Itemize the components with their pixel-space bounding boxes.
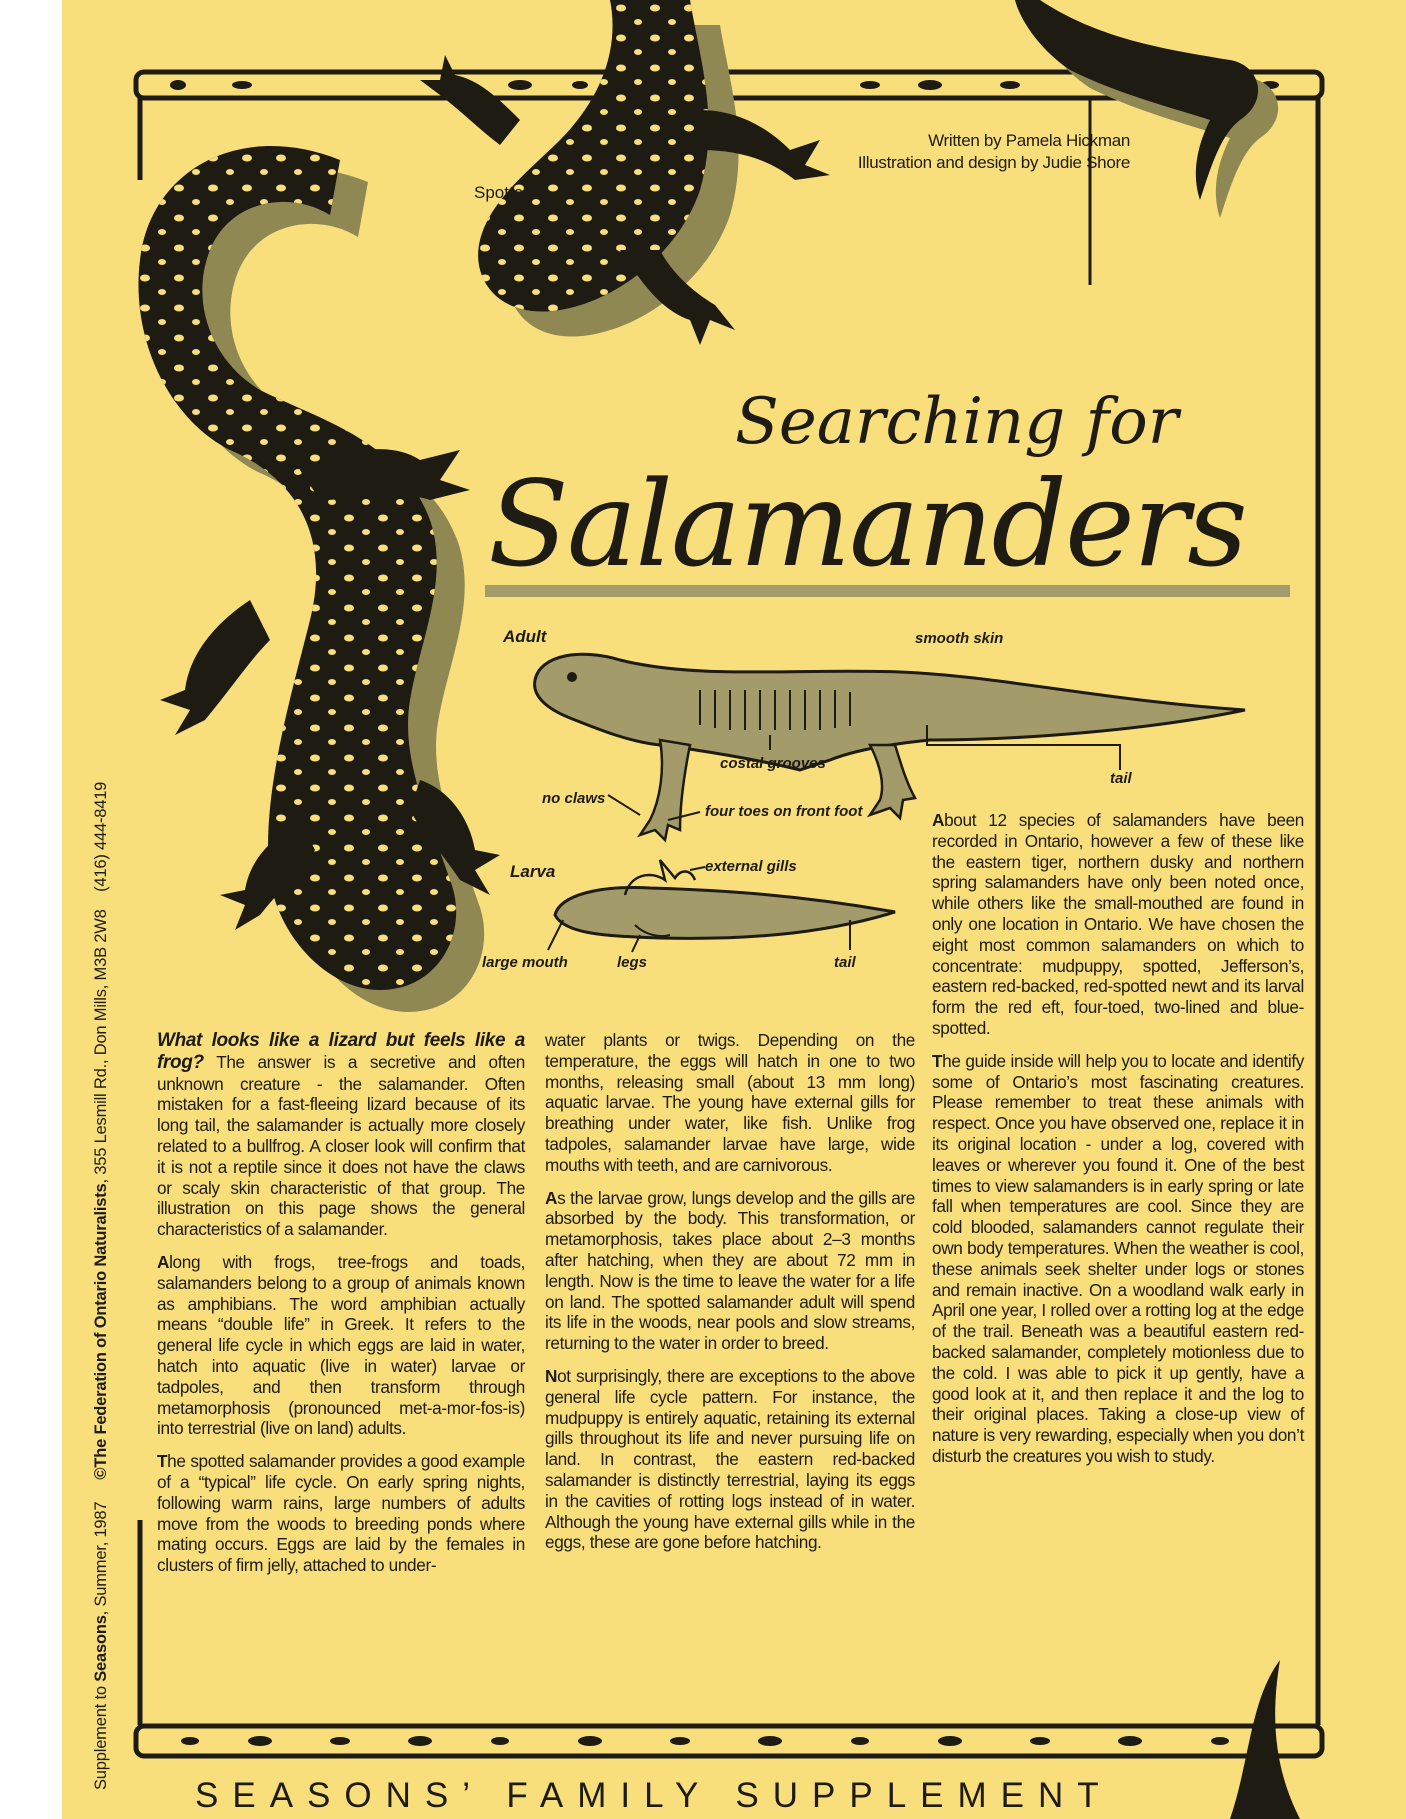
sidebar-address: , 355 Lesmill Rd., Don Mills, M3B 2W8 (416) 444-8419 bbox=[92, 781, 110, 1184]
sidebar-publication-info bbox=[92, 782, 111, 1790]
sidebar-prefix: Supplement to bbox=[92, 1681, 110, 1790]
label-external-gills: external gills bbox=[705, 858, 797, 875]
spotted-salamander-large bbox=[138, 146, 500, 1012]
author-credit: Written by Pamela Hickman bbox=[928, 131, 1130, 150]
col1-paragraph-1: The answer is a secretive and often unknown creature - the salamander. Often mistaken for a fast-fleeing lizard because of its long tail, the salamander is actually more closely related to a bullfrog. A closer look will confirm that it is not a reptile since it does not have the claws or scaly skin characteristic of that group. The illustration on this page shows the general characteristics of a salamander. bbox=[157, 1051, 525, 1240]
sidebar-issue: , Summer, 1987 bbox=[92, 1501, 110, 1616]
label-adult-tail: tail bbox=[1110, 770, 1132, 787]
col1-paragraph-2: long with frogs, tree-frogs and toads, salamanders belong to a group of animals known as amphibians. The word amphibian actually means “double life” in Greek. It refers to the general life cycle in which eggs are laid in water, hatch into aquatic (live in water) larvae or tadpoles, and then transform through metamorphosis (pronounced met-a-mor-fos-is) into terrestrial (live on land) adults. bbox=[157, 1251, 525, 1439]
col3-p1-initial: A bbox=[932, 810, 945, 830]
label-four-toes: four toes on front foot bbox=[705, 803, 863, 820]
col2-paragraph-2: s the larvae grow, lungs develop and the gills are absorbed by the body. This transformation, or metamorphosis, takes place about 2–3 months after hatching, when they are about 72 mm in length. Now is the time to leave the water for a life on land. The spotted salamander adult will spend its life in the woods, near pools and slow streams, returning to the water in order to breed. bbox=[545, 1187, 915, 1354]
col2-paragraph-3: ot surprisingly, there are exceptions to the above general life cycle pattern. For instance, the mudpuppy is entirely aquatic, retaining its external gills throughout its life and never pursuing life on land. In contrast, the eastern red-backed salamander is distinctly terrestrial, laying its eggs in the cavities of rotting logs instead of in water. Although the young have external gills while in the eggs, these are gone before hatching. bbox=[545, 1365, 915, 1553]
article-column-3 bbox=[932, 810, 1304, 1479]
label-large-mouth: large mouth bbox=[482, 954, 568, 971]
label-larva-tail: tail bbox=[834, 954, 856, 971]
col2-paragraph-1: water plants or twigs. Depending on the temperature, the eggs will hatch in one to two months, releasing small (about 13 mm long) aquatic larvae. The young have external gills for breathing under water, like fish. Unlike frog tadpoles, salamander larvae have large, wide mouths with teeth, and are carnivorous. bbox=[545, 1030, 915, 1175]
col2-p2-initial: A bbox=[545, 1187, 558, 1208]
col1-p3-initial: T bbox=[157, 1451, 168, 1472]
col1-paragraph-3: he spotted salamander provides a good example of a “typical” life cycle. On early spring nights, following warm rains, large numbers of adults move from the woods to breeding ponds where mating occurs. Eggs are laid by the females in clusters of firm jelly, attached to under- bbox=[157, 1451, 525, 1576]
label-legs: legs bbox=[617, 954, 648, 971]
illustrator-credit: Illustration and design by Judie Shore bbox=[857, 153, 1130, 172]
spotted-salamander-top bbox=[420, 0, 830, 345]
label-larva: Larva bbox=[510, 862, 556, 881]
col3-paragraph-1: bout 12 species of salamanders have been recorded in Ontario, however a few of these like the eastern tiger, northern dusky and northern spring salamanders have only been noted once, while others like the small-mouthed are found in only one location in Ontario. We have chosen the eight most common salamanders on which to concentrate: mudpuppy, spotted, Jefferson’s, eastern red-backed, red-spotted newt and its larval form the red eft, four-toed, two-lined and blue-spotted. bbox=[932, 810, 1304, 1038]
salamander-tail-top-right bbox=[1015, 0, 1278, 218]
col1-p2-initial: A bbox=[157, 1251, 170, 1272]
lead-question: What looks like a lizard but feels like a frog? bbox=[157, 1030, 525, 1073]
sidebar-org: ©The Federation of Ontario Naturalists bbox=[92, 1183, 110, 1480]
col3-paragraph-2: he guide inside will help you to locate and identify some of Ontario’s most fascinating creatures. Please remember to treat these animals with respect. Once you have observed one, replace it in its original location - under a log, covered with leaves or wherever you found it. One of the best times to view salamanders is in early spring or late fall when temperatures are cool. Since they are cold blooded, salamanders cannot regulate their own body temperatures. When the weather is cool, these animals seek shelter under logs or stones and remain inactive. On a woodland walk early in April one year, I rolled over a rotting log at the edge of the trail. Beneath was a beautiful eastern red-backed salamander, completely motionless due to the cold. I was able to pick it up gently, have a good look at it, and then replace it and the log to their original places. Taking a close-up view of nature is very rewarding, especially when you don’t disturb the creatures you wish to study. bbox=[932, 1050, 1304, 1466]
title-line-2: Salamanders bbox=[488, 455, 1246, 593]
footer-title: SEASONS’ FAMILY SUPPLEMENT bbox=[195, 1776, 1113, 1815]
credits bbox=[820, 130, 1130, 174]
label-adult: Adult bbox=[503, 627, 547, 646]
label-spotted: Spotted bbox=[474, 183, 533, 202]
article-column-1 bbox=[157, 1030, 525, 1588]
sidebar-magazine: Seasons bbox=[92, 1615, 110, 1682]
label-no-claws: no claws bbox=[542, 790, 606, 807]
label-costal-grooves: costal grooves bbox=[720, 755, 826, 772]
bottom-frame-bar bbox=[136, 1726, 1322, 1756]
label-smooth-skin: smooth skin bbox=[915, 630, 1004, 647]
col2-p3-initial: N bbox=[545, 1365, 558, 1386]
col3-p2-initial: T bbox=[932, 1050, 943, 1071]
title-line-1: Searching for bbox=[735, 385, 1179, 459]
article-column-2 bbox=[545, 1030, 915, 1565]
